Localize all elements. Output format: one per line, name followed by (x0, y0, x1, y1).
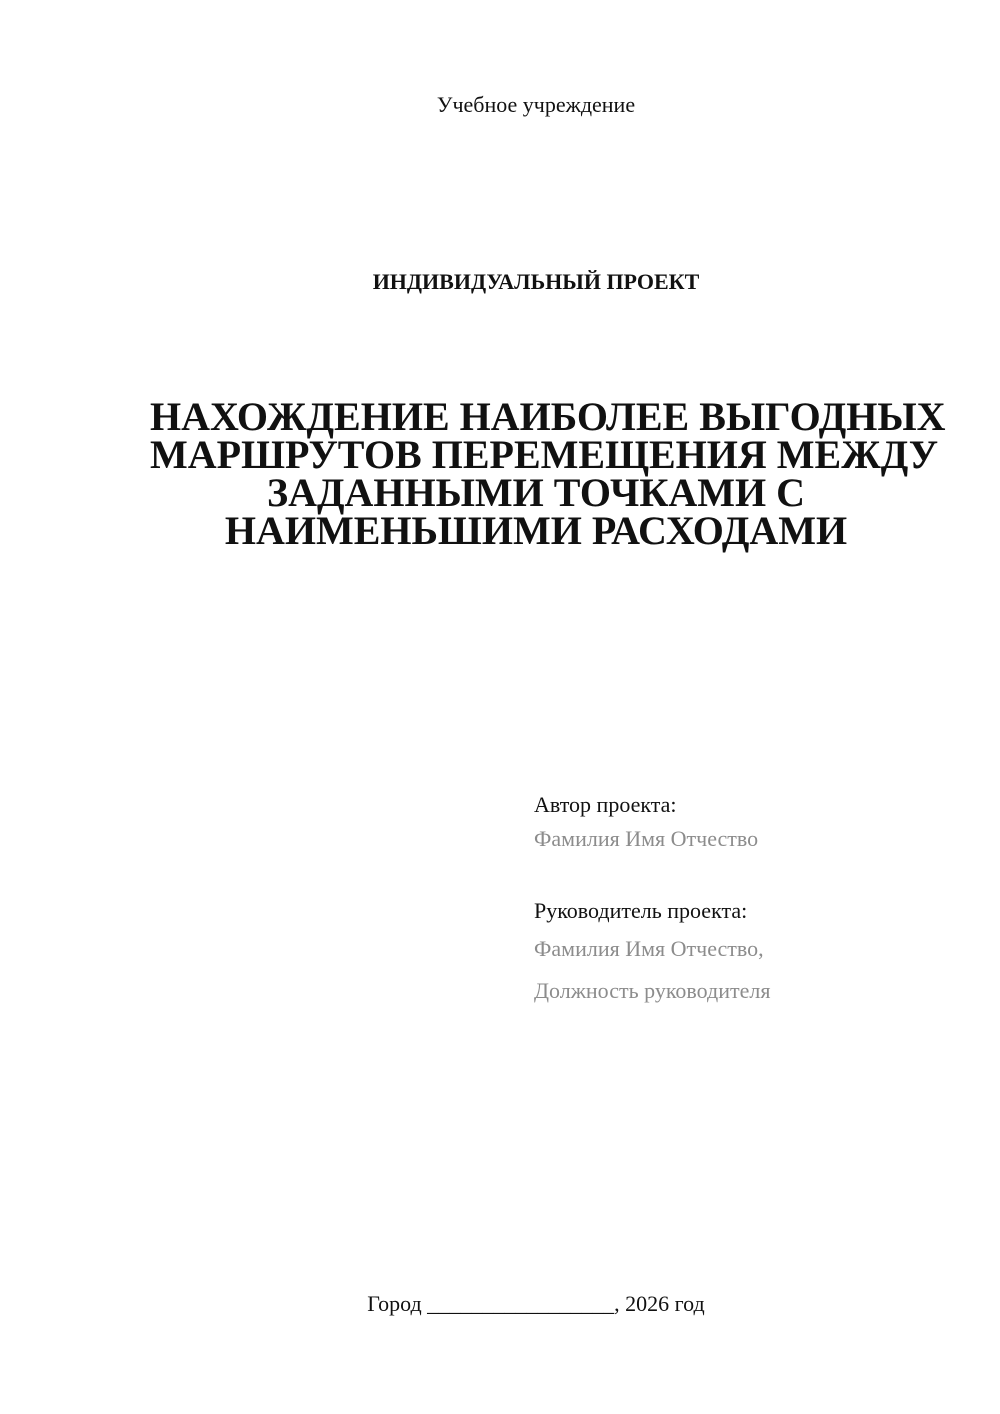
title-line: МАРШРУТОВ ПЕРЕМЕЩЕНИЯ МЕЖДУ (150, 432, 939, 477)
author-name: Фамилия Имя Отчество (534, 826, 759, 851)
title-line: НАХОЖДЕНИЕ НАИБОЛЕЕ ВЫГОДНЫХ (150, 394, 946, 439)
supervisor-block (534, 894, 770, 1012)
title-line: НАИМЕНЬШИМИ РАСХОДАМИ (224, 508, 848, 553)
supervisor-label: Руководитель проекта: (534, 898, 748, 923)
city-year-footer: Город _________________, 2026 год (367, 1291, 705, 1316)
title-line: ЗАДАННЫМИ ТОЧКАМИ С (266, 470, 806, 515)
author-label: Автор проекта: (534, 792, 677, 817)
project-title (150, 394, 946, 553)
supervisor-position: Должность руководителя (534, 978, 771, 1003)
institution-name: Учебное учреждение (436, 92, 636, 117)
project-type: ИНДИВИДУАЛЬНЫЙ ПРОЕКТ (372, 269, 700, 294)
author-block (534, 788, 758, 856)
supervisor-name: Фамилия Имя Отчество, (534, 936, 764, 961)
